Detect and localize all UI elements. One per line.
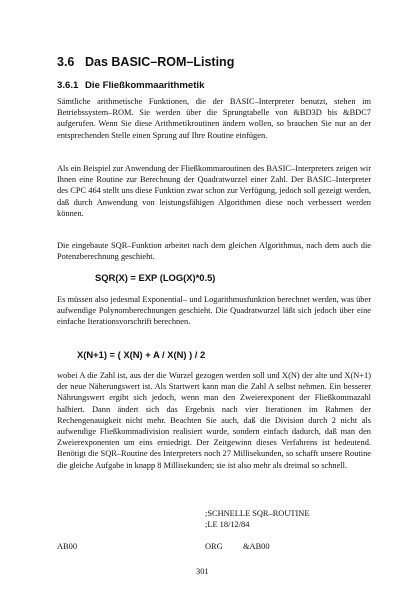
listing-address: AB00 xyxy=(57,542,78,551)
section-heading xyxy=(57,54,377,70)
listing-mnemonic: ORG xyxy=(205,542,223,551)
listing-comment-date: ;LE 18/12/84 xyxy=(205,520,250,529)
listing-comment-title: ;SCHNELLE SQR–ROUTINE xyxy=(205,509,310,518)
paragraph-iteration-intro: Es müssen also jedesmal Exponential– und Logarithmusfunktion berechnet werden, was über aufwendige Polynomberechnungen geschieht. Die Quadratwurzel läßt sich jedoch über eine einfache Iterationsvorschrift berechnen. xyxy=(57,295,371,327)
subsection-title: Die Fließkommaarithmetik xyxy=(85,80,205,91)
section-title: Das BASIC–ROM–Listing xyxy=(85,55,235,69)
section-number: 3.6 xyxy=(57,55,75,69)
paragraph-iteration-explained: wobei A die Zahl ist, aus der die Wurzel gezogen werden soll und X(N) der alte und X(N+1) der neue Näherungswert ist. Als Startwert kann man die Zahl A selbst nehmen. Ein besserer Nährungswert ergibt sich jedoch, wenn man den Zweierexponent der Fließkommazahl halbiert. Dann ändert sich das Ergebnis nach vier Iterationen im Rahmen der Rechengenauigkeit nicht mehr. Beachten Sie auch, daß die Division durch 2 nicht als aufwendige Fließkommadivision realisiert wurde, sondern einfach dadurch, daß man den Zweierexponenten um eins erniedrigt. Der Zeitgewinn dieses Verfahrens ist bedeutend. Benötigt die SQR–Routine des Interpreters noch 27 Millisekunden, so schafft unsere Routine die gleiche Aufgabe in knapp 8 Millisekunden; sie ist also mehr als dreimal so schnell. xyxy=(57,371,371,470)
page-number: 301 xyxy=(196,567,209,576)
formula-sqr-exp-log: SQR(X) = EXP (LOG(X)*0.5) xyxy=(95,272,216,283)
listing-operand: &AB00 xyxy=(243,542,270,551)
subsection-heading xyxy=(57,80,377,92)
paragraph-sqr-example: Als ein Beispiel zur Anwendung der Fließkommaroutinen des BASIC–Interpreters zeigen wir Ihnen eine Routine zur Berechnung der Quadratwurzel einer Zahl. Der BASIC–Interpreter des CPC 464 stellt uns diese Funktion zwar schon zur Verfügung, jedoch soll gezeigt werden, daß durch Anwendung von leistungsfähigen Algorithmen diese noch verbessert werden können. xyxy=(57,164,371,218)
paragraph-arithmetic-intro: Sämtliche arithmetische Funktionen, die der BASIC–Interpreter benutzt, stehen im Betriebssystem–ROM. Sie werden über die Sprungtabelle von &BD3D bis &BDC7 aufgerufen. Wenn Sie diese Arithmetikroutinen ändern wollen, so brauchen Sie nur an der entsprechenden Stelle einen Sprung auf Ihre Routine einfügen. xyxy=(57,97,371,140)
paragraph-builtin-sqr: Die eingebaute SQR–Funktion arbeitet nach dem gleichen Algorithmus, nach dem auch die Potenzberechnung geschieht. xyxy=(57,241,371,262)
formula-iteration: X(N+1) = ( X(N) + A / X(N) ) / 2 xyxy=(77,349,206,360)
subsection-number: 3.6.1 xyxy=(57,80,79,91)
